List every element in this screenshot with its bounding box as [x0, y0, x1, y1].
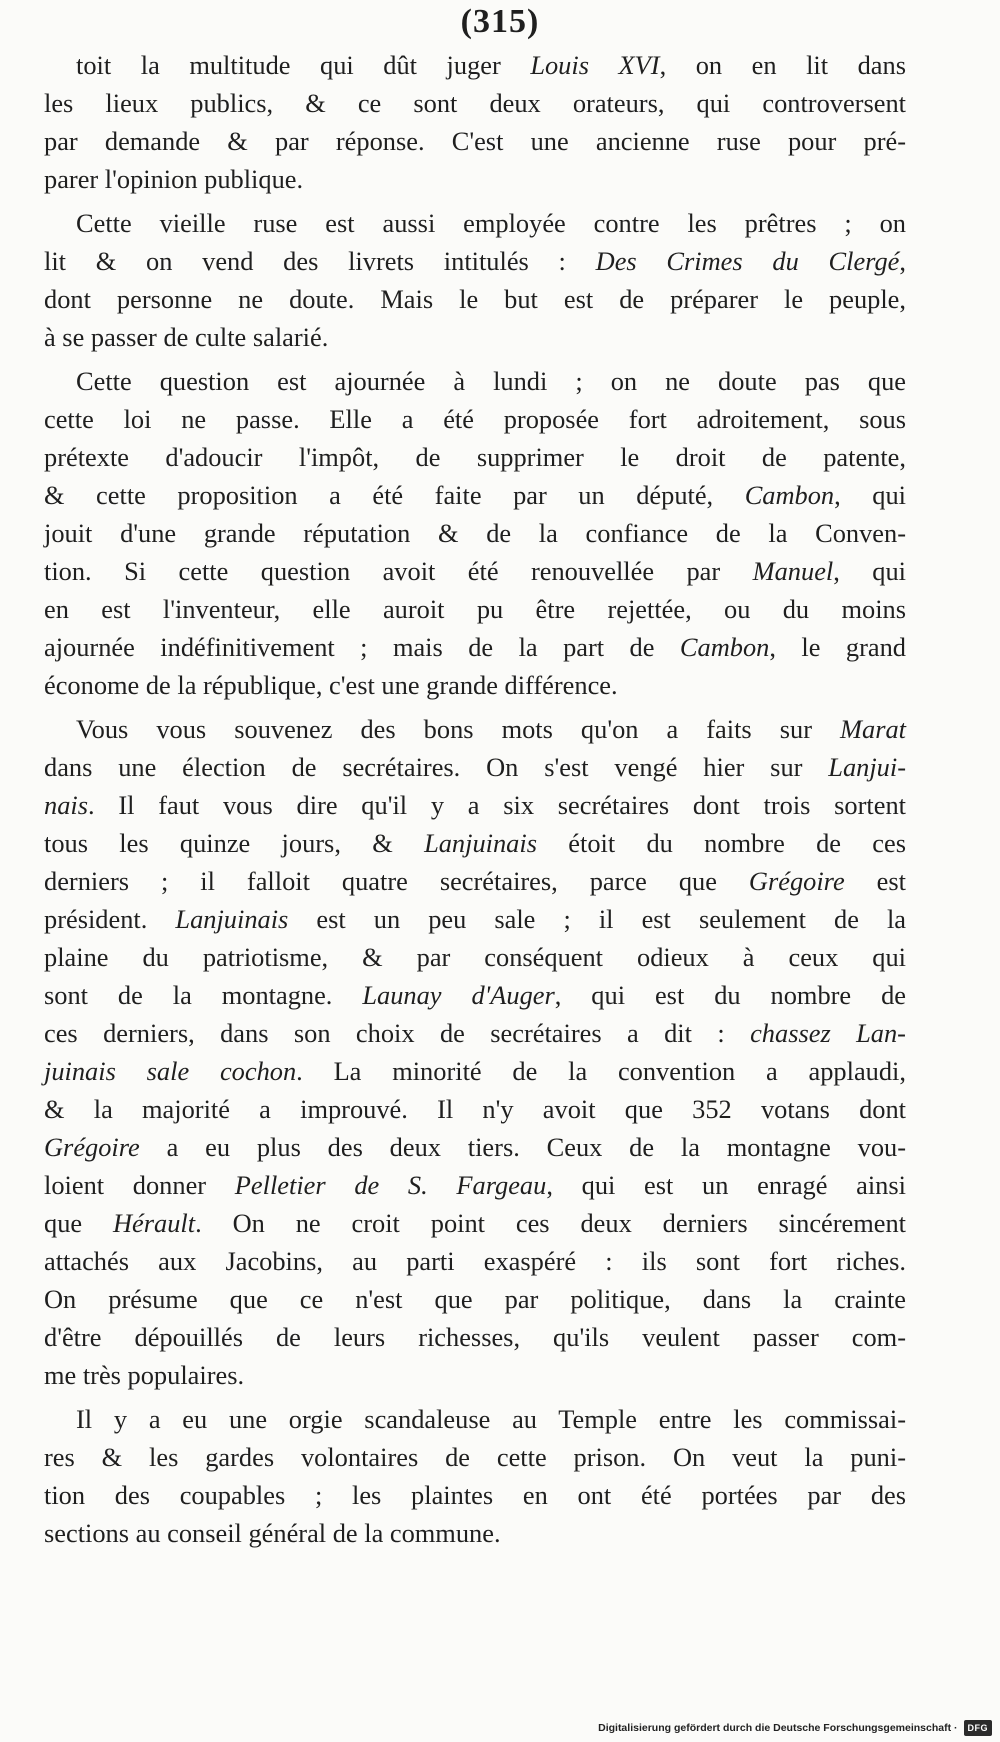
- text-line: parer l'opinion publique.: [44, 164, 304, 194]
- italic-name: Launay d'Auger: [362, 980, 555, 1010]
- dfg-logo-icon: DFG: [964, 1720, 993, 1736]
- text-line: président. Lanjuinais est un peu sale ; il est seulement de la: [44, 904, 907, 934]
- text-line: tion des coupables ; les plaintes en ont été portées par des: [44, 1480, 906, 1510]
- italic-name: Cambon: [744, 480, 835, 510]
- text-line: que Hérault. On ne croit point ces deux derniers sincérement: [44, 1208, 907, 1238]
- text-line: Vous vous souvenez des bons mots qu'on a faits sur Marat: [76, 714, 906, 744]
- text-line: Il y a eu une orgie scandaleuse au Temple entre les commissai-: [76, 1404, 906, 1434]
- italic-name: Grégoire: [748, 866, 845, 896]
- text-line: & la majorité a improuvé. Il n'y avoit que 352 votans dont: [44, 1094, 906, 1124]
- text-line: dans une élection de secrétaires. On s'est vengé hier sur Lanjui-: [44, 752, 906, 782]
- text-line: prétexte d'adoucir l'impôt, de supprimer le droit de patente,: [44, 442, 906, 472]
- text-line: ajournée indéfinitivement ; mais de la part de Cambon, le grand: [44, 632, 906, 662]
- text-line: les lieux publics, & ce sont deux orateurs, qui controversent: [44, 88, 906, 118]
- italic-name: chassez Lan-: [750, 1018, 906, 1048]
- text-line: lit & on vend des livrets intitulés : Des Crimes du Clergé,: [44, 246, 906, 276]
- italic-name: Pelletier de S. Fargeau: [234, 1170, 547, 1200]
- text-line: tion. Si cette question avoit été renouvellée par Manuel, qui: [44, 556, 906, 586]
- text-line: On présume que ce n'est que par politique, dans la crainte: [44, 1284, 906, 1314]
- credit-text: Digitalisierung gefördert durch die Deutsche Forschungsgemeinschaft ·: [598, 1722, 958, 1734]
- text-line: me très populaires.: [44, 1360, 245, 1390]
- italic-name: Louis XVI: [530, 50, 660, 80]
- italic-name: Des Crimes du Clergé: [595, 246, 900, 276]
- italic-name: Lanjuinais: [175, 904, 289, 934]
- page-text: [44, 46, 906, 1552]
- italic-name: Manuel: [752, 556, 834, 586]
- text-line: Cette vieille ruse est aussi employée contre les prêtres ; on: [76, 208, 906, 238]
- digitization-credit: [598, 1720, 992, 1736]
- italic-name: Lanjui-: [828, 752, 906, 782]
- text-line: Cette question est ajournée à lundi ; on ne doute pas que: [76, 366, 906, 396]
- text-line: cette loi ne passe. Elle a été proposée fort adroitement, sous: [44, 404, 906, 434]
- italic-name: Cambon: [679, 632, 770, 662]
- italic-name: Hérault: [113, 1208, 196, 1238]
- italic-name: juinais sale cochon: [44, 1056, 297, 1086]
- text-line: & cette proposition a été faite par un député, Cambon, qui: [44, 480, 906, 510]
- text-line: d'être dépouillés de leurs richesses, qu'ils veulent passer com-: [44, 1322, 906, 1352]
- text-line: derniers ; il falloit quatre secrétaires, parce que Grégoire est: [44, 866, 906, 896]
- text-line: dont personne ne doute. Mais le but est de préparer le peuple,: [44, 284, 906, 314]
- text-line: en est l'inventeur, elle auroit pu être rejettée, ou du moins: [44, 594, 906, 624]
- text-line: ces derniers, dans son choix de secrétaires a dit : chassez Lan-: [44, 1018, 906, 1048]
- italic-name: Lanjuinais: [424, 828, 537, 858]
- text-line: loient donner Pelletier de S. Fargeau, qui est un enragé ainsi: [44, 1170, 906, 1200]
- text-line: à se passer de culte salarié.: [44, 322, 329, 352]
- text-line: toit la multitude qui dût juger Louis XVI, on en lit dans: [76, 50, 906, 80]
- text-line: nais. Il faut vous dire qu'il y a six secrétaires dont trois sortent: [44, 790, 906, 820]
- text-line: res & les gardes volontaires de cette prison. On veut la puni-: [44, 1442, 906, 1472]
- page-number: (315): [460, 3, 540, 40]
- text-line: attachés aux Jacobins, au parti exaspéré : ils sont fort riches.: [44, 1246, 906, 1276]
- italic-name: Marat: [840, 714, 906, 744]
- text-line: tous les quinze jours, & Lanjuinais étoit du nombre de ces: [44, 828, 906, 858]
- text-line: sections au conseil général de la commune.: [44, 1518, 501, 1548]
- italic-name: nais: [44, 790, 88, 820]
- text-line: Grégoire a eu plus des deux tiers. Ceux de la montagne vou-: [44, 1132, 906, 1162]
- text-line: plaine du patriotisme, & par conséquent odieux à ceux qui: [44, 942, 906, 972]
- italic-name: Grégoire: [44, 1132, 140, 1162]
- text-line: sont de la montagne. Launay d'Auger, qui est du nombre de: [44, 980, 906, 1010]
- text-line: jouit d'une grande réputation & de la confiance de la Conven-: [44, 518, 906, 548]
- text-line: par demande & par réponse. C'est une ancienne ruse pour pré-: [44, 126, 906, 156]
- text-line: juinais sale cochon. La minorité de la convention a applaudi,: [44, 1056, 906, 1086]
- text-line: économe de la république, c'est une grande différence.: [44, 670, 618, 700]
